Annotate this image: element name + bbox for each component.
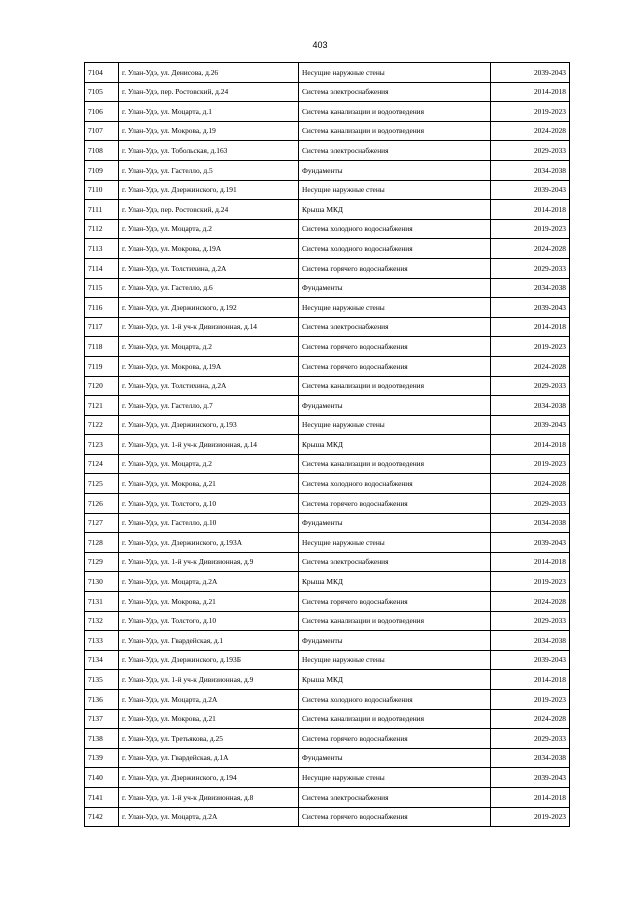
structural-element-cell: Фундаменты xyxy=(299,631,491,651)
address-cell: г. Улан-Удэ, ул. Гастелло, д.6 xyxy=(119,278,299,298)
row-number-cell: 7137 xyxy=(85,709,119,729)
table-row xyxy=(85,141,570,161)
address-cell: г. Улан-Удэ, ул. Гвардейская, д.1А xyxy=(119,748,299,768)
address-cell: г. Улан-Удэ, пер. Ростовский, д.24 xyxy=(119,200,299,220)
structural-element-cell: Система горячего водоснабжения xyxy=(299,337,491,357)
table-row xyxy=(85,533,570,553)
address-cell: г. Улан-Удэ, ул. 1-й уч-к Дивизионная, д.14 xyxy=(119,435,299,455)
structural-element-cell: Несущие наружные стены xyxy=(299,768,491,788)
address-cell: г. Улан-Удэ, ул. Моцарта, д.2 xyxy=(119,337,299,357)
row-number-cell: 7121 xyxy=(85,396,119,416)
address-cell: г. Улан-Удэ, ул. Дзержинского, д.194 xyxy=(119,768,299,788)
table-row xyxy=(85,768,570,788)
row-number-cell: 7132 xyxy=(85,611,119,631)
repair-period-cell: 2024-2028 xyxy=(491,121,570,141)
address-cell: г. Улан-Удэ, ул. Мокрова, д.19А xyxy=(119,239,299,259)
structural-element-cell: Система горячего водоснабжения xyxy=(299,258,491,278)
table-row xyxy=(85,729,570,749)
repair-period-cell: 2024-2028 xyxy=(491,709,570,729)
repair-period-cell: 2014-2018 xyxy=(491,82,570,102)
row-number-cell: 7112 xyxy=(85,219,119,239)
repair-period-cell: 2029-2033 xyxy=(491,729,570,749)
address-cell: г. Улан-Удэ, ул. Толстихина, д.2А xyxy=(119,258,299,278)
row-number-cell: 7122 xyxy=(85,415,119,435)
row-number-cell: 7131 xyxy=(85,592,119,612)
repair-period-cell: 2014-2018 xyxy=(491,787,570,807)
structural-element-cell: Фундаменты xyxy=(299,513,491,533)
address-cell: г. Улан-Удэ, ул. Гастелло, д.10 xyxy=(119,513,299,533)
repair-period-cell: 2029-2033 xyxy=(491,258,570,278)
repair-period-cell: 2039-2043 xyxy=(491,768,570,788)
table-row xyxy=(85,435,570,455)
address-cell: г. Улан-Удэ, ул. Дзержинского, д.191 xyxy=(119,180,299,200)
address-cell: г. Улан-Удэ, ул. Дзержинского, д.192 xyxy=(119,298,299,318)
structural-element-cell: Система горячего водоснабжения xyxy=(299,356,491,376)
row-number-cell: 7116 xyxy=(85,298,119,318)
structural-element-cell: Система канализации и водоотведения xyxy=(299,376,491,396)
row-number-cell: 7113 xyxy=(85,239,119,259)
structural-element-cell: Система холодного водоснабжения xyxy=(299,690,491,710)
table-row xyxy=(85,102,570,122)
structural-element-cell: Система горячего водоснабжения xyxy=(299,807,491,827)
table-row xyxy=(85,592,570,612)
structural-element-cell: Система канализации и водоотведения xyxy=(299,102,491,122)
repair-period-cell: 2029-2033 xyxy=(491,611,570,631)
address-cell: г. Улан-Удэ, ул. 1-й уч-к Дивизионная, д.9 xyxy=(119,670,299,690)
structural-element-cell: Фундаменты xyxy=(299,278,491,298)
repair-period-cell: 2039-2043 xyxy=(491,415,570,435)
table-row xyxy=(85,572,570,592)
row-number-cell: 7138 xyxy=(85,729,119,749)
repair-period-cell: 2014-2018 xyxy=(491,435,570,455)
row-number-cell: 7127 xyxy=(85,513,119,533)
repair-period-cell: 2039-2043 xyxy=(491,298,570,318)
table-row xyxy=(85,670,570,690)
row-number-cell: 7123 xyxy=(85,435,119,455)
row-number-cell: 7111 xyxy=(85,200,119,220)
address-cell: г. Улан-Удэ, ул. Мокрова, д.21 xyxy=(119,474,299,494)
address-cell: г. Улан-Удэ, ул. 1-й уч-к Дивизионная, д.9 xyxy=(119,552,299,572)
repair-period-cell: 2039-2043 xyxy=(491,650,570,670)
structural-element-cell: Крыша МКД xyxy=(299,200,491,220)
table-row xyxy=(85,278,570,298)
structural-element-cell: Крыша МКД xyxy=(299,435,491,455)
address-cell: г. Улан-Удэ, ул. Моцарта, д.2А xyxy=(119,690,299,710)
address-cell: г. Улан-Удэ, ул. Мокрова, д.21 xyxy=(119,592,299,612)
structural-element-cell: Система электроснабжения xyxy=(299,141,491,161)
repair-period-cell: 2024-2028 xyxy=(491,474,570,494)
repair-period-cell: 2034-2038 xyxy=(491,160,570,180)
table-row xyxy=(85,356,570,376)
table-row xyxy=(85,787,570,807)
address-cell: г. Улан-Удэ, ул. Дзержинского, д.193А xyxy=(119,533,299,553)
table-row xyxy=(85,376,570,396)
address-cell: г. Улан-Удэ, ул. Мокрова, д.19А xyxy=(119,356,299,376)
row-number-cell: 7115 xyxy=(85,278,119,298)
page-number: 403 xyxy=(312,40,328,50)
registry-table-body xyxy=(85,63,570,827)
table-row xyxy=(85,160,570,180)
table-row xyxy=(85,807,570,827)
row-number-cell: 7141 xyxy=(85,787,119,807)
address-cell: г. Улан-Удэ, ул. Денисова, д.26 xyxy=(119,63,299,83)
structural-element-cell: Система горячего водоснабжения xyxy=(299,494,491,514)
table-row xyxy=(85,611,570,631)
address-cell: г. Улан-Удэ, ул. 1-й уч-к Дивизионная, д.14 xyxy=(119,317,299,337)
structural-element-cell: Несущие наружные стены xyxy=(299,298,491,318)
repair-period-cell: 2019-2023 xyxy=(491,690,570,710)
address-cell: г. Улан-Удэ, ул. Моцарта, д.2А xyxy=(119,572,299,592)
repair-period-cell: 2014-2018 xyxy=(491,200,570,220)
structural-element-cell: Система канализации и водоотведения xyxy=(299,709,491,729)
row-number-cell: 7129 xyxy=(85,552,119,572)
row-number-cell: 7134 xyxy=(85,650,119,670)
repair-period-cell: 2019-2023 xyxy=(491,102,570,122)
address-cell: г. Улан-Удэ, ул. Гвардейская, д.1 xyxy=(119,631,299,651)
row-number-cell: 7128 xyxy=(85,533,119,553)
row-number-cell: 7118 xyxy=(85,337,119,357)
row-number-cell: 7114 xyxy=(85,258,119,278)
table-row xyxy=(85,121,570,141)
repair-period-cell: 2034-2038 xyxy=(491,631,570,651)
row-number-cell: 7124 xyxy=(85,454,119,474)
address-cell: г. Улан-Удэ, ул. Гастелло, д.7 xyxy=(119,396,299,416)
structural-element-cell: Система электроснабжения xyxy=(299,552,491,572)
repair-period-cell: 2029-2033 xyxy=(491,141,570,161)
address-cell: г. Улан-Удэ, ул. Мокрова, д.21 xyxy=(119,709,299,729)
row-number-cell: 7107 xyxy=(85,121,119,141)
address-cell: г. Улан-Удэ, ул. Толстихина, д.2А xyxy=(119,376,299,396)
row-number-cell: 7105 xyxy=(85,82,119,102)
structural-element-cell: Система холодного водоснабжения xyxy=(299,239,491,259)
row-number-cell: 7117 xyxy=(85,317,119,337)
address-cell: г. Улан-Удэ, ул. Моцарта, д.2 xyxy=(119,219,299,239)
row-number-cell: 7126 xyxy=(85,494,119,514)
structural-element-cell: Несущие наружные стены xyxy=(299,650,491,670)
structural-element-cell: Крыша МКД xyxy=(299,670,491,690)
repair-period-cell: 2024-2028 xyxy=(491,356,570,376)
structural-element-cell: Фундаменты xyxy=(299,396,491,416)
address-cell: г. Улан-Удэ, ул. Моцарта, д.2 xyxy=(119,454,299,474)
repair-period-cell: 2019-2023 xyxy=(491,219,570,239)
repair-period-cell: 2034-2038 xyxy=(491,396,570,416)
row-number-cell: 7125 xyxy=(85,474,119,494)
structural-element-cell: Система горячего водоснабжения xyxy=(299,592,491,612)
row-number-cell: 7120 xyxy=(85,376,119,396)
repair-period-cell: 2014-2018 xyxy=(491,552,570,572)
row-number-cell: 7109 xyxy=(85,160,119,180)
repair-period-cell: 2029-2033 xyxy=(491,494,570,514)
row-number-cell: 7130 xyxy=(85,572,119,592)
address-cell: г. Улан-Удэ, ул. Моцарта, д.2А xyxy=(119,807,299,827)
table-row xyxy=(85,180,570,200)
address-cell: г. Улан-Удэ, ул. 1-й уч-к Дивизионная, д.8 xyxy=(119,787,299,807)
table-row xyxy=(85,82,570,102)
row-number-cell: 7104 xyxy=(85,63,119,83)
repair-period-cell: 2034-2038 xyxy=(491,513,570,533)
row-number-cell: 7136 xyxy=(85,690,119,710)
row-number-cell: 7108 xyxy=(85,141,119,161)
repair-period-cell: 2029-2033 xyxy=(491,376,570,396)
structural-element-cell: Система холодного водоснабжения xyxy=(299,219,491,239)
repair-period-cell: 2024-2028 xyxy=(491,239,570,259)
repair-period-cell: 2019-2023 xyxy=(491,572,570,592)
structural-element-cell: Несущие наружные стены xyxy=(299,63,491,83)
repair-period-cell: 2014-2018 xyxy=(491,317,570,337)
repair-period-cell: 2019-2023 xyxy=(491,337,570,357)
table-row xyxy=(85,63,570,83)
structural-element-cell: Фундаменты xyxy=(299,160,491,180)
table-row xyxy=(85,219,570,239)
table-row xyxy=(85,631,570,651)
repair-period-cell: 2039-2043 xyxy=(491,533,570,553)
address-cell: г. Улан-Удэ, ул. Третьякова, д.25 xyxy=(119,729,299,749)
table-row xyxy=(85,396,570,416)
structural-element-cell: Несущие наружные стены xyxy=(299,533,491,553)
table-row xyxy=(85,552,570,572)
structural-element-cell: Крыша МКД xyxy=(299,572,491,592)
address-cell: г. Улан-Удэ, ул. Дзержинского, д.193Б xyxy=(119,650,299,670)
table-row xyxy=(85,748,570,768)
address-cell: г. Улан-Удэ, ул. Гастелло, д.5 xyxy=(119,160,299,180)
structural-element-cell: Несущие наружные стены xyxy=(299,415,491,435)
repair-period-cell: 2019-2023 xyxy=(491,454,570,474)
table-row xyxy=(85,337,570,357)
structural-element-cell: Система электроснабжения xyxy=(299,82,491,102)
repair-period-cell: 2039-2043 xyxy=(491,180,570,200)
address-cell: г. Улан-Удэ, ул. Тобольская, д.163 xyxy=(119,141,299,161)
structural-element-cell: Несущие наружные стены xyxy=(299,180,491,200)
structural-element-cell: Система канализации и водоотведения xyxy=(299,121,491,141)
address-cell: г. Улан-Удэ, ул. Толстого, д.10 xyxy=(119,611,299,631)
row-number-cell: 7133 xyxy=(85,631,119,651)
table-row xyxy=(85,709,570,729)
row-number-cell: 7110 xyxy=(85,180,119,200)
table-row xyxy=(85,258,570,278)
table-row xyxy=(85,317,570,337)
structural-element-cell: Система горячего водоснабжения xyxy=(299,729,491,749)
address-cell: г. Улан-Удэ, ул. Толстого, д.10 xyxy=(119,494,299,514)
table-row xyxy=(85,200,570,220)
repair-period-cell: 2024-2028 xyxy=(491,592,570,612)
row-number-cell: 7135 xyxy=(85,670,119,690)
structural-element-cell: Система холодного водоснабжения xyxy=(299,474,491,494)
repair-period-cell: 2034-2038 xyxy=(491,278,570,298)
row-number-cell: 7142 xyxy=(85,807,119,827)
repair-period-cell: 2034-2038 xyxy=(491,748,570,768)
row-number-cell: 7106 xyxy=(85,102,119,122)
address-cell: г. Улан-Удэ, пер. Ростовский, д.24 xyxy=(119,82,299,102)
row-number-cell: 7140 xyxy=(85,768,119,788)
table-row xyxy=(85,494,570,514)
structural-element-cell: Система электроснабжения xyxy=(299,787,491,807)
row-number-cell: 7119 xyxy=(85,356,119,376)
table-row xyxy=(85,650,570,670)
table-row xyxy=(85,454,570,474)
row-number-cell: 7139 xyxy=(85,748,119,768)
table-row xyxy=(85,239,570,259)
structural-element-cell: Фундаменты xyxy=(299,748,491,768)
address-cell: г. Улан-Удэ, ул. Моцарта, д.1 xyxy=(119,102,299,122)
address-cell: г. Улан-Удэ, ул. Мокрова, д.19 xyxy=(119,121,299,141)
repair-period-cell: 2039-2043 xyxy=(491,63,570,83)
table-row xyxy=(85,415,570,435)
structural-element-cell: Система канализации и водоотведения xyxy=(299,454,491,474)
structural-element-cell: Система канализации и водоотведения xyxy=(299,611,491,631)
table-row xyxy=(85,298,570,318)
repair-period-cell: 2014-2018 xyxy=(491,670,570,690)
registry-table xyxy=(84,62,570,827)
structural-element-cell: Система электроснабжения xyxy=(299,317,491,337)
address-cell: г. Улан-Удэ, ул. Дзержинского, д.193 xyxy=(119,415,299,435)
table-row xyxy=(85,474,570,494)
repair-period-cell: 2019-2023 xyxy=(491,807,570,827)
table-row xyxy=(85,690,570,710)
table-row xyxy=(85,513,570,533)
